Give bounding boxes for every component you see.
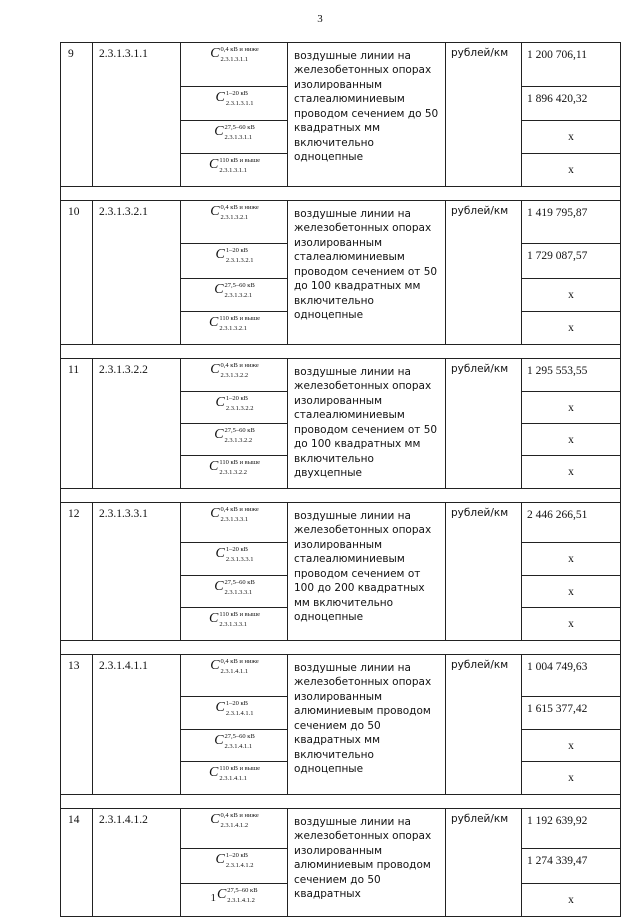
unit-cell: рублей/км (446, 43, 522, 187)
formula-symbol: C (208, 459, 219, 474)
formula-cell (181, 201, 288, 244)
formula-symbol: C (215, 247, 225, 262)
row-separator (61, 489, 621, 503)
formula-cell (181, 359, 288, 392)
formula-cell (181, 543, 288, 576)
formula-superscript: 1–20 кВ (225, 546, 248, 553)
row-code-cell: 2.3.1.3.1.1 (93, 43, 181, 187)
formula-cell (181, 730, 288, 762)
formula (181, 813, 287, 830)
formula-subscript: 2.3.1.3.3.1 (225, 555, 254, 563)
formula-subscript: 2.3.1.3.3.1 (220, 515, 249, 523)
table-row (61, 503, 621, 543)
formula-symbol: C (208, 315, 219, 330)
formula-indices (225, 428, 255, 445)
formula (181, 659, 287, 676)
formula-symbol: C (214, 282, 224, 297)
table-row (61, 655, 621, 697)
formula-subscript: 2.3.1.3.2.2 (224, 436, 253, 444)
formula-symbol: C (215, 700, 225, 715)
description-cell: воздушные линии на железобетонных опорах изолированным алюминиевым проводом сечением до 50 квадратных (288, 809, 446, 917)
formula-subscript: 2.3.1.3.1.1 (219, 166, 247, 174)
row-number-cell: 14 (61, 809, 93, 917)
formula-indices (221, 205, 259, 222)
formula-superscript: 0,4 кВ и ниже (220, 658, 259, 665)
formula-indices (225, 283, 255, 300)
formula (181, 125, 287, 142)
formula-superscript: 110 кВ и выше (219, 315, 261, 322)
formula-subscript: 2.3.1.3.2.1 (224, 291, 253, 299)
formula-superscript: 1–20 кВ (225, 247, 248, 254)
row-code-cell: 2.3.1.3.3.1 (93, 503, 181, 641)
formula-cell (181, 762, 288, 795)
formula-superscript: 27,5–60 кВ (224, 427, 255, 434)
table-row (61, 201, 621, 244)
row-number-cell: 13 (61, 655, 93, 795)
formula-superscript: 0,4 кВ и ниже (220, 506, 259, 513)
value-cell: 2 446 266,51 (522, 503, 621, 543)
formula-indices (219, 612, 260, 629)
value-cell: x (522, 279, 621, 312)
formula-indices (219, 316, 260, 333)
formula-symbol: C (215, 395, 225, 410)
formula-cell (181, 279, 288, 312)
formula-symbol: C (214, 579, 224, 594)
formula-subscript: 2.3.1.4.1.1 (225, 709, 254, 717)
formula-superscript: 110 кВ и выше (219, 611, 261, 618)
formula-indices (221, 659, 259, 676)
formula-indices (226, 91, 254, 108)
tariff-table (60, 42, 621, 917)
formula-cell (181, 809, 288, 849)
formula-indices (221, 47, 259, 64)
formula-symbol: C (216, 887, 227, 902)
formula-symbol: C (210, 46, 220, 61)
value-cell: 1 615 377,42 (522, 697, 621, 730)
unit-cell: рублей/км (446, 359, 522, 489)
formula-cell (181, 392, 288, 424)
formula-superscript: 1–20 кВ (225, 395, 248, 402)
formula-superscript: 1–20 кВ (225, 700, 248, 707)
formula (181, 91, 287, 108)
separator-cell (61, 345, 621, 359)
value-cell: 1 192 639,92 (522, 809, 621, 849)
value-cell: 1 274 339,47 (522, 849, 621, 884)
value-cell: x (522, 312, 621, 345)
formula-subscript: 2.3.1.3.3.1 (219, 620, 247, 628)
value-cell: x (522, 543, 621, 576)
formula-subscript: 2.3.1.3.2.1 (225, 256, 254, 264)
formula-symbol: C (210, 362, 220, 377)
description-cell: воздушные линии на железобетонных опорах изолированным сталеалюминиевым проводом сечением до 50 квадратных мм включительно одноцепные (288, 43, 446, 187)
value-cell: x (522, 884, 621, 917)
unit-cell: рублей/км (446, 201, 522, 345)
formula-cell (181, 154, 288, 187)
row-number-cell: 11 (61, 359, 93, 489)
row-separator (61, 641, 621, 655)
value-cell: x (522, 456, 621, 489)
formula-subscript: 2.3.1.4.1.2 (220, 821, 249, 829)
formula-symbol: C (210, 204, 220, 219)
formula-indices (219, 158, 260, 175)
separator-cell (61, 489, 621, 503)
formula-indices (226, 853, 254, 870)
formula-symbol: C (210, 506, 220, 521)
formula-subscript: 2.3.1.3.2.2 (219, 468, 247, 476)
formula-indices (225, 125, 255, 142)
separator-cell (61, 795, 621, 809)
formula-cell (181, 244, 288, 279)
value-cell: x (522, 762, 621, 795)
formula-superscript: 110 кВ и выше (219, 765, 261, 772)
formula (181, 283, 287, 300)
formula-symbol: C (210, 658, 220, 673)
formula-superscript: 27,5–60 кВ (224, 124, 255, 131)
value-cell: 1 200 706,11 (522, 43, 621, 87)
row-code-cell: 2.3.1.4.1.2 (93, 809, 181, 917)
value-cell: x (522, 424, 621, 456)
formula-superscript: 0,4 кВ и ниже (220, 812, 259, 819)
formula-subscript: 2.3.1.3.1.1 (225, 99, 254, 107)
formula-cell (181, 608, 288, 641)
formula-symbol: C (214, 124, 224, 139)
formula (181, 547, 287, 564)
row-separator (61, 795, 621, 809)
page-number: 3 (317, 13, 323, 25)
table-row (61, 809, 621, 849)
formula-subscript: 2.3.1.3.1.1 (220, 55, 249, 63)
formula-cell (181, 121, 288, 154)
formula-cell (181, 576, 288, 608)
formula (181, 428, 287, 445)
formula-cell (181, 884, 288, 917)
formula-cell (181, 43, 288, 87)
row-separator (61, 345, 621, 359)
formula-superscript: 27,5–60 кВ (224, 282, 255, 289)
formula (181, 158, 287, 175)
formula-indices (226, 248, 254, 265)
formula-symbol: C (215, 546, 225, 561)
formula-symbol: C (210, 812, 220, 827)
formula-symbol: C (214, 427, 224, 442)
formula-cell (181, 87, 288, 121)
formula-subscript: 2.3.1.4.1.1 (220, 667, 249, 675)
formula-prefix: 1 (210, 892, 216, 904)
separator-cell (61, 187, 621, 201)
formula-indices (221, 813, 259, 830)
table-row (61, 359, 621, 392)
formula (181, 507, 287, 524)
formula-cell (181, 655, 288, 697)
formula (181, 766, 287, 783)
formula-cell (181, 312, 288, 345)
formula-symbol: C (215, 90, 225, 105)
formula-subscript: 2.3.1.4.1.1 (219, 774, 247, 782)
formula-superscript: 27,5–60 кВ (224, 733, 255, 740)
row-number-cell: 10 (61, 201, 93, 345)
formula-indices (221, 507, 259, 524)
formula-subscript: 2.3.1.3.3.1 (224, 588, 253, 596)
formula-cell (181, 503, 288, 543)
formula-symbol: C (214, 733, 224, 748)
row-code-cell: 2.3.1.4.1.1 (93, 655, 181, 795)
formula-cell (181, 456, 288, 489)
formula (181, 205, 287, 222)
formula-superscript: 0,4 кВ и ниже (220, 46, 259, 53)
value-cell: x (522, 608, 621, 641)
formula (181, 363, 287, 380)
formula (181, 316, 287, 333)
formula-symbol: C (208, 157, 219, 172)
formula-subscript: 2.3.1.4.1.2 (227, 896, 255, 904)
value-cell: x (522, 154, 621, 187)
formula-superscript: 27,5–60 кВ (227, 887, 258, 894)
formula-subscript: 2.3.1.3.2.1 (220, 213, 249, 221)
table-row (61, 43, 621, 87)
formula-superscript: 110 кВ и выше (219, 459, 261, 466)
row-code-cell: 2.3.1.3.2.2 (93, 359, 181, 489)
value-cell: 1 295 553,55 (522, 359, 621, 392)
formula (181, 460, 287, 477)
formula-subscript: 2.3.1.3.2.1 (219, 324, 247, 332)
formula-indices (226, 396, 254, 413)
unit-cell: рублей/км (446, 655, 522, 795)
formula-superscript: 1–20 кВ (225, 852, 248, 859)
formula-symbol: C (208, 765, 219, 780)
formula-superscript: 0,4 кВ и ниже (220, 204, 259, 211)
formula (181, 396, 287, 413)
description-cell: воздушные линии на железобетонных опорах изолированным сталеалюминиевым проводом сечением от 50 до 100 квадратных мм включительно двухцепные (288, 359, 446, 489)
value-cell: 1 004 749,63 (522, 655, 621, 697)
formula-indices (219, 460, 260, 477)
formula-superscript: 27,5–60 кВ (224, 579, 255, 586)
formula-symbol: C (208, 611, 219, 626)
formula (181, 580, 287, 597)
formula-indices (227, 888, 257, 905)
row-number-cell: 9 (61, 43, 93, 187)
formula-subscript: 2.3.1.3.1.1 (224, 133, 253, 141)
formula-indices (226, 547, 254, 564)
row-number-cell: 12 (61, 503, 93, 641)
formula (181, 47, 287, 64)
formula-superscript: 110 кВ и выше (219, 157, 261, 164)
formula-subscript: 2.3.1.4.1.1 (224, 742, 253, 750)
formula-subscript: 2.3.1.3.2.2 (225, 404, 254, 412)
formula (181, 701, 287, 718)
row-code-cell: 2.3.1.3.2.1 (93, 201, 181, 345)
formula-superscript: 0,4 кВ и ниже (220, 362, 259, 369)
formula-symbol: C (215, 852, 225, 867)
separator-cell (61, 641, 621, 655)
formula-subscript: 2.3.1.4.1.2 (225, 861, 254, 869)
formula (181, 853, 287, 870)
formula (181, 248, 287, 265)
formula-indices (225, 734, 255, 751)
formula (181, 734, 287, 751)
formula-cell (181, 697, 288, 730)
description-cell: воздушные линии на железобетонных опорах изолированным сталеалюминиевым проводом сечением от 100 до 200 квадратных мм включительно одноцепные (288, 503, 446, 641)
value-cell: x (522, 730, 621, 762)
row-separator (61, 187, 621, 201)
unit-cell: рублей/км (446, 809, 522, 917)
formula-superscript: 1–20 кВ (225, 90, 248, 97)
formula (181, 612, 287, 629)
formula-subscript: 2.3.1.3.2.2 (220, 371, 249, 379)
value-cell: 1 419 795,87 (522, 201, 621, 244)
description-cell: воздушные линии на железобетонных опорах изолированным алюминиевым проводом сечением до 50 квадратных мм включительно одноцепные (288, 655, 446, 795)
value-cell: 1 896 420,32 (522, 87, 621, 121)
value-cell: x (522, 392, 621, 424)
description-cell: воздушные линии на железобетонных опорах изолированным сталеалюминиевым проводом сечением от 50 до 100 квадратных мм включительно одноцепные (288, 201, 446, 345)
unit-cell: рублей/км (446, 503, 522, 641)
formula-indices (226, 701, 254, 718)
formula-indices (225, 580, 255, 597)
formula-cell (181, 849, 288, 884)
value-cell: x (522, 121, 621, 154)
formula-indices (221, 363, 259, 380)
value-cell: x (522, 576, 621, 608)
formula-cell (181, 424, 288, 456)
value-cell: 1 729 087,57 (522, 244, 621, 279)
formula (181, 888, 287, 905)
formula-indices (219, 766, 260, 783)
